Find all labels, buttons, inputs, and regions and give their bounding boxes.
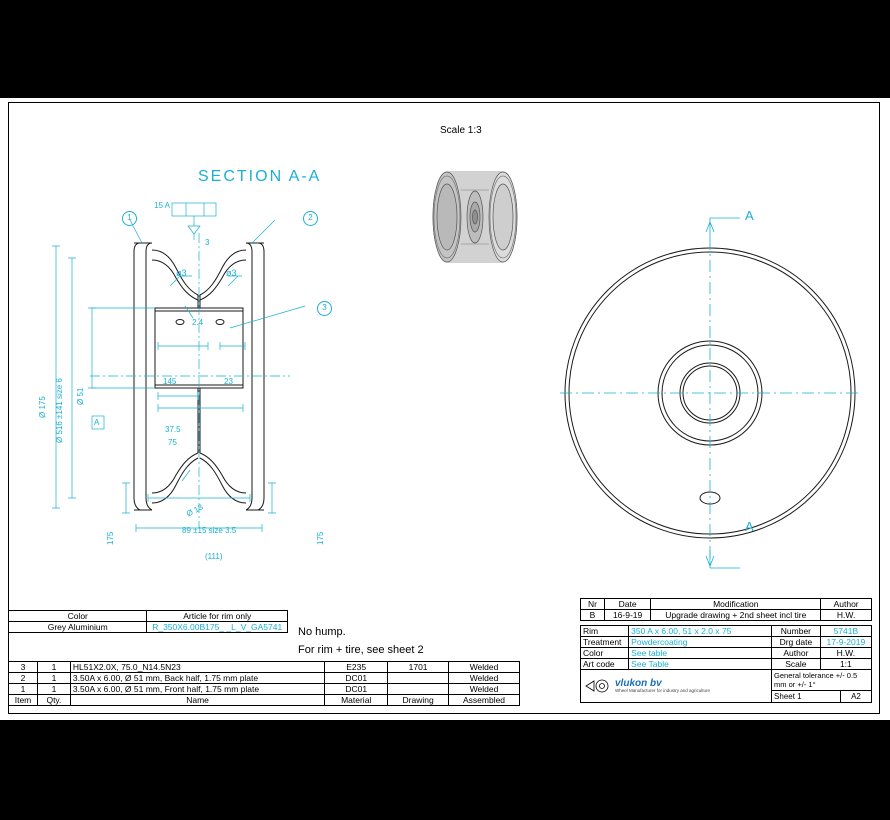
bom-drawing: 1701 (388, 662, 449, 673)
dim-145: 145 (163, 377, 177, 386)
rev-modification: Upgrade drawing + 2nd sheet incl tire (651, 610, 821, 621)
field-label-artcode: Art code (581, 659, 629, 670)
drawing-sheet (0, 98, 890, 720)
bom-header-assembled: Assembled (449, 695, 520, 706)
balloon-2: 2 (303, 211, 318, 226)
table-header-row (9, 695, 520, 706)
bom-qty: 1 (37, 684, 70, 695)
field-label-scale: Scale (772, 659, 821, 670)
note-no-hump: No hump. (298, 626, 346, 638)
bom-header-item: Item (9, 695, 38, 706)
company-name: vlukon bv (615, 677, 662, 689)
wheel-3d-preview (415, 160, 535, 275)
dim-51-wrap (76, 360, 88, 405)
dim-516: Ø 516 ±141 size 6 (55, 378, 64, 443)
field-value-drgdate: 17-9-2019 (820, 637, 871, 648)
dim-75: 75 (168, 438, 177, 447)
dim-175-right-wrap (316, 523, 328, 545)
dim-flag-15a: 15 A (154, 201, 171, 210)
table-row (9, 662, 520, 673)
bom-material: DC01 (325, 684, 388, 695)
bom-table (8, 661, 520, 706)
company-tagline: Wheel Manufacturer for industry and agriculture (615, 687, 711, 693)
bom-header-material: Material (325, 695, 388, 706)
dim-375: 37.5 (165, 425, 181, 434)
balloon-3: 3 (317, 301, 332, 316)
dim-175-left-wrap (106, 523, 118, 545)
color-name: Grey Aluminium (9, 622, 147, 633)
dim-89: 89 ±15 size 3.5 (182, 526, 237, 535)
field-value-rim: 350 A x 6.00, 51 x 2.0 x 75 (629, 626, 772, 637)
field-value-author: H.W. (820, 648, 871, 659)
color-table-header-1: Article for rim only (147, 611, 288, 622)
general-tolerance: General tolerance +/- 0.5 mm or +/- 1° (772, 670, 871, 691)
bom-header-name: Name (70, 695, 324, 706)
rev-author: H.W. (821, 610, 872, 621)
table-row (9, 622, 288, 633)
revision-header-row (581, 599, 872, 610)
bom-qty: 1 (37, 673, 70, 684)
title-field-row (581, 659, 872, 670)
dim-2-4: 2.4 (192, 318, 204, 327)
bom-drawing (388, 673, 449, 684)
rev-header-author: Author (821, 599, 872, 610)
color-table (8, 610, 288, 633)
revision-row (581, 610, 872, 621)
svg-text:ø3: ø3 (176, 268, 187, 278)
title-field-row (581, 626, 872, 637)
field-label-color: Color (581, 648, 629, 659)
rev-header-date: Date (604, 599, 650, 610)
dim-51: Ø 51 (76, 387, 85, 405)
field-label-rim: Rim (581, 626, 629, 637)
dim-23: 23 (224, 377, 233, 386)
bom-item: 3 (9, 662, 38, 673)
field-value-treatment: Powdercoating (629, 637, 772, 648)
bom-item: 1 (9, 684, 38, 695)
rev-nr: B (581, 610, 605, 621)
bom-name: 3.50A x 6.00, Ø 51 mm, Front half, 1.75 mm plate (70, 684, 324, 695)
field-value-color: See table (629, 648, 772, 659)
bom-assembled: Welded (449, 662, 520, 673)
projection-symbol-icon (585, 679, 611, 693)
bom-qty: 1 (37, 662, 70, 673)
article-code: R_350X6.00B175_ _L_V_GA5741 (147, 622, 288, 633)
bom-name: HL51X2.0X, 75.0_N14.5N23 (70, 662, 324, 673)
dim-516-wrap (55, 313, 67, 443)
section-arrow-a-top: A (745, 208, 754, 223)
balloon-1: 1 (122, 211, 137, 226)
bom-name: 3.50A x 6.00, Ø 51 mm, Back half, 1.75 mm plate (70, 673, 324, 684)
dim-outer-d-wrap (38, 328, 50, 418)
bom-material: DC01 (325, 673, 388, 684)
field-label-treatment: Treatment (581, 637, 629, 648)
svg-text:ø3: ø3 (226, 268, 237, 278)
field-value-scale: 1:1 (820, 659, 871, 670)
field-label-author: Author (772, 648, 821, 659)
rev-date: 16-9-19 (604, 610, 650, 621)
field-label-number: Number (772, 626, 821, 637)
dim-flag-3: 3 (205, 238, 210, 247)
dim-o13: Ø 13 (184, 502, 205, 519)
field-value-number: 5741B (820, 626, 871, 637)
section-arrow-a-bottom: A (745, 519, 754, 534)
section-title: SECTION A-A (198, 168, 322, 185)
sheet-number: Sheet 1 (772, 691, 841, 702)
sheet-format: A2 (851, 692, 861, 701)
title-bottom-row (581, 670, 872, 703)
table-row (9, 673, 520, 684)
color-table-header-0: Color (9, 611, 147, 622)
rev-header-nr: Nr (581, 599, 605, 610)
bom-material: E235 (325, 662, 388, 673)
bom-header-qty: Qty. (37, 695, 70, 706)
bom-drawing (388, 684, 449, 695)
title-block (580, 598, 872, 703)
bom-header-drawing: Drawing (388, 695, 449, 706)
bom-assembled: Welded (449, 684, 520, 695)
dim-175-right: 175 (316, 531, 325, 545)
bom-assembled: Welded (449, 673, 520, 684)
scale-note: Scale 1:3 (440, 125, 482, 136)
front-view (560, 198, 860, 588)
dim-175-left: 175 (106, 531, 115, 545)
rev-header-modification: Modification (651, 599, 821, 610)
note-sheet2: For rim + tire, see sheet 2 (298, 644, 424, 656)
title-field-row (581, 648, 872, 659)
dim-outer-diameter: Ø 175 (38, 396, 47, 418)
dim-a-box: A (94, 418, 100, 427)
field-label-drgdate: Drg date (772, 637, 821, 648)
dim-111: (111) (205, 552, 223, 561)
title-field-row (581, 637, 872, 648)
table-row (9, 684, 520, 695)
bom-item: 2 (9, 673, 38, 684)
field-value-artcode: See Table (629, 659, 772, 670)
